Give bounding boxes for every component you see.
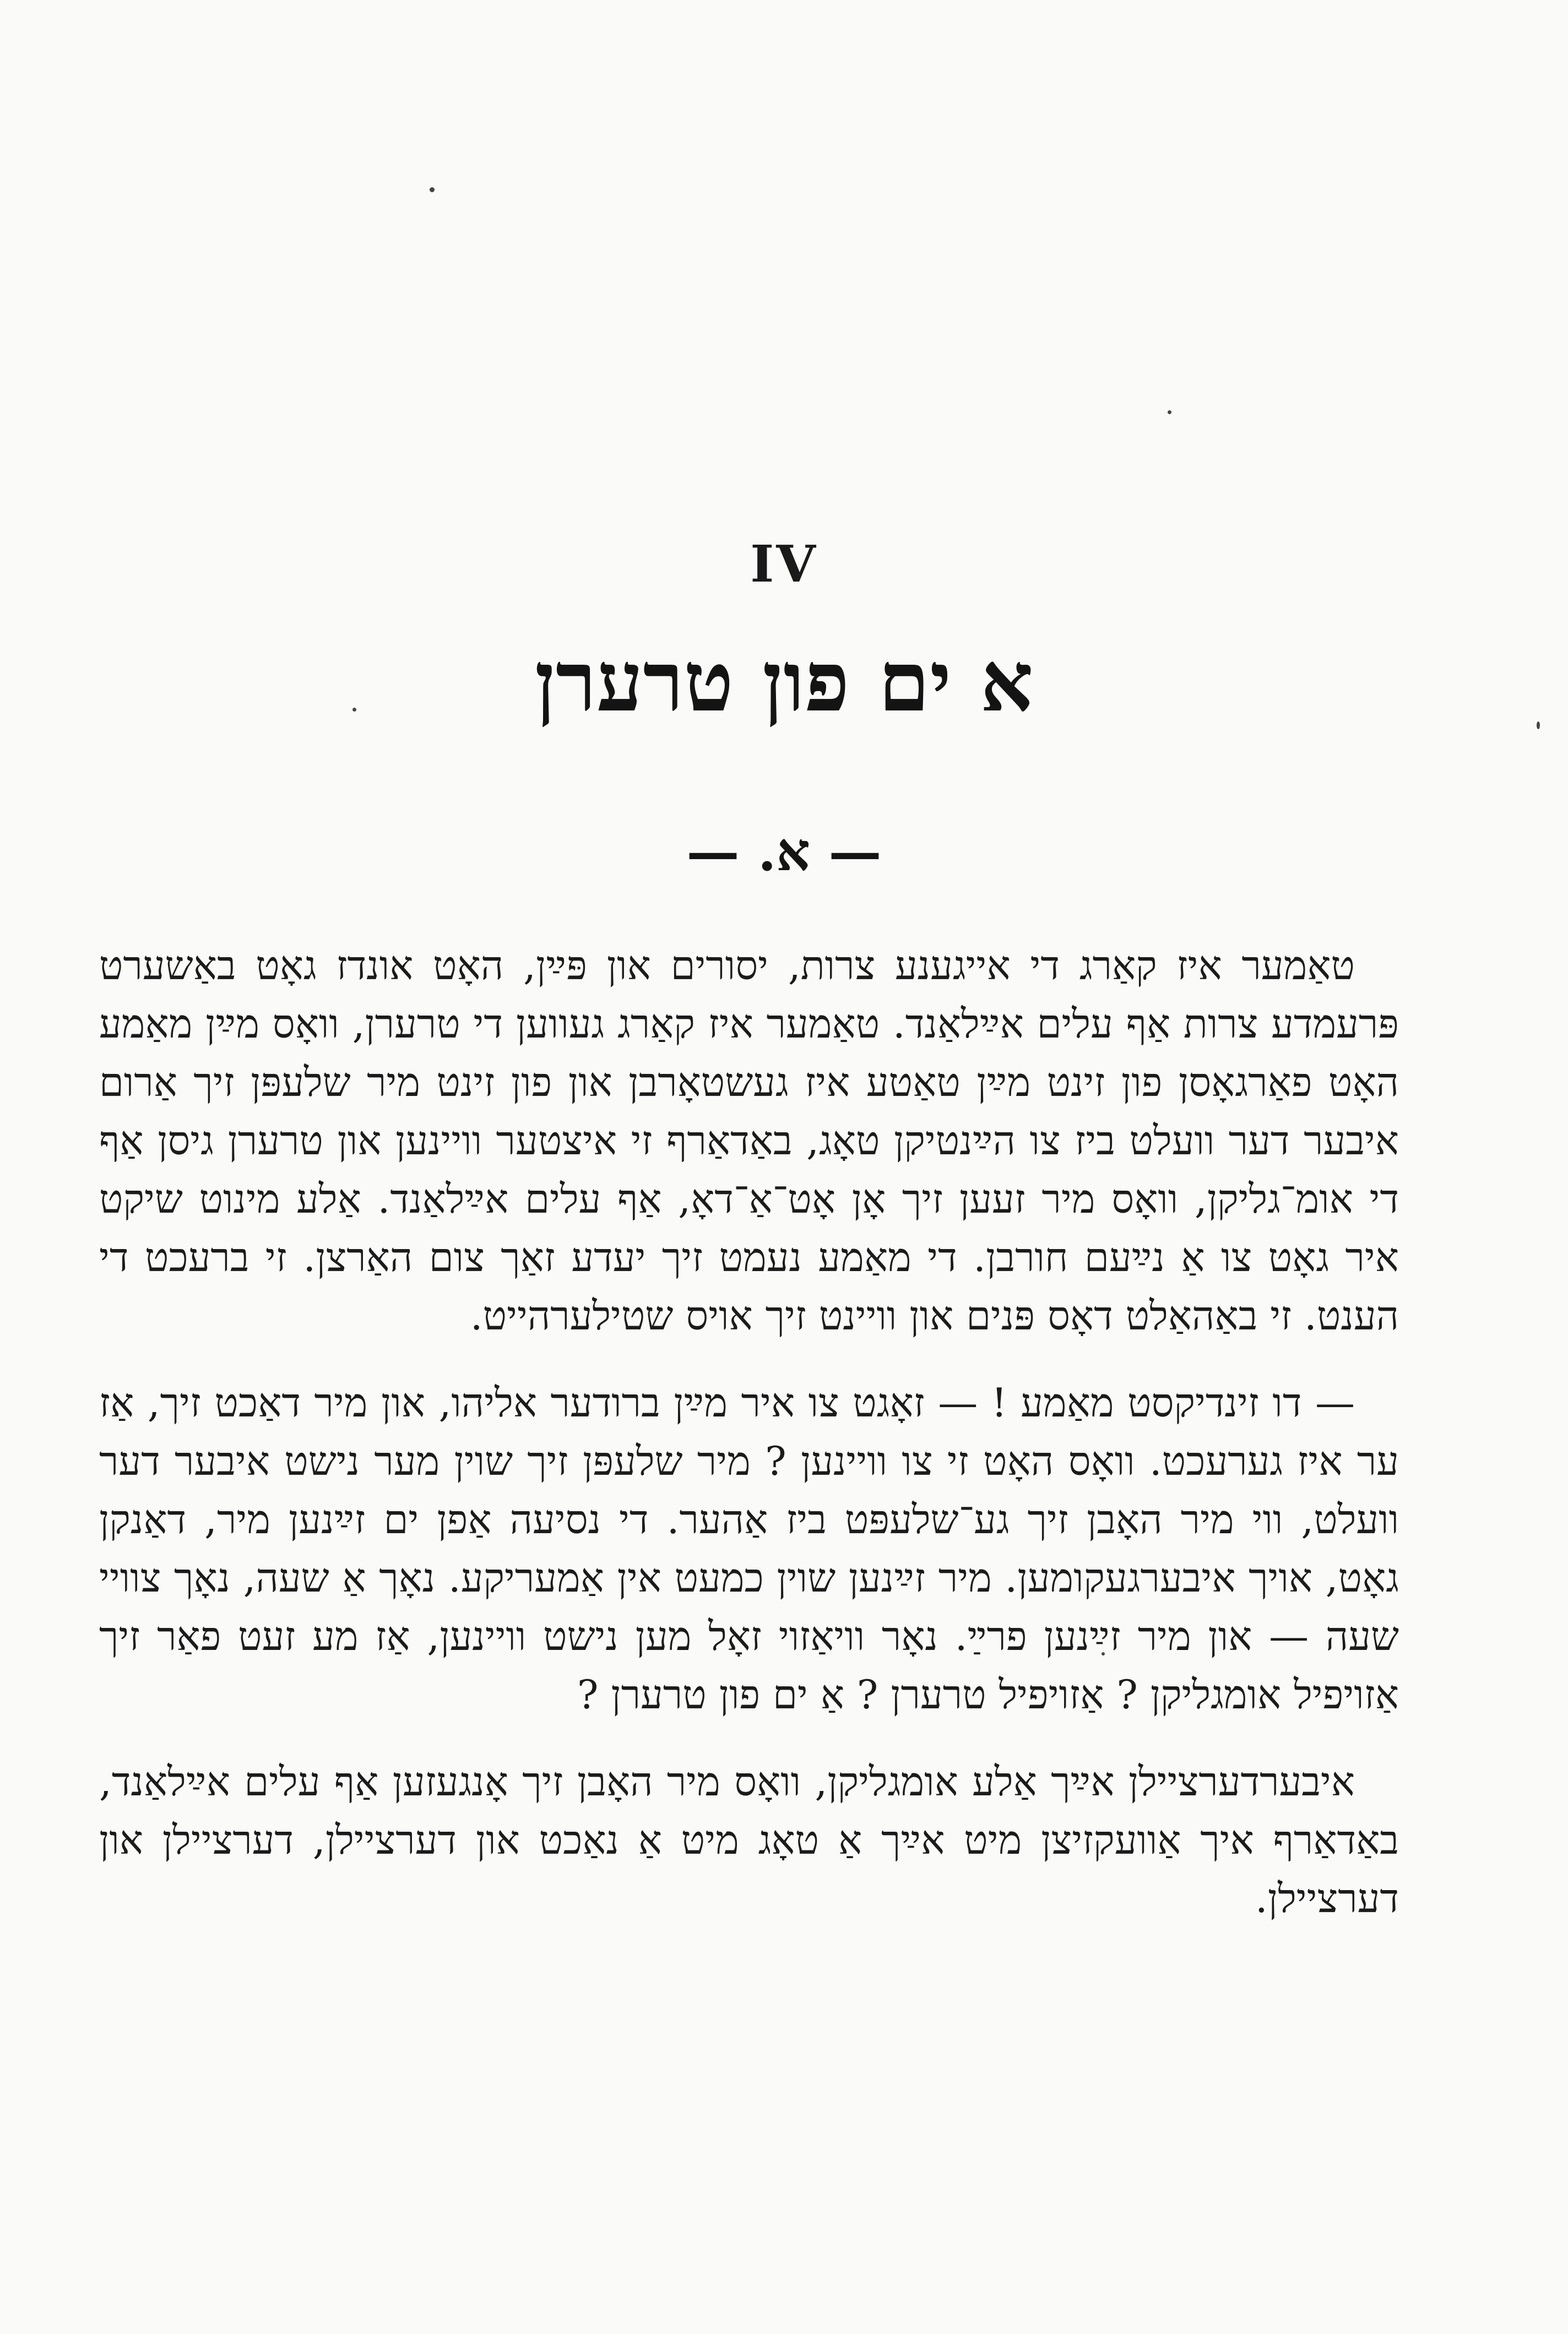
paragraph-1: טאַמער איז קאַרג די אייגענע צרות, יסורים און פּײַן, האָט אונדז גאָט באַשערט פּרעמדע צרות אַף עלים אײַלאַנד. טאַמער איז קאַרג געווען די טרערן, וואָס מײַן מאַמע האָט פאַרגאָסן פון זינט מײַן טאַטע איז געשטאָרבן און פון זינט מיר שלעפּן זיך אַרום איבער דער וועלט ביז צו הײַנטיקן טאָג, באַדאַרף זי איצטער וויינען און טרערן גיסן אַף די אומ־גליקן, וואָס מיר זעען זיך אָן אָט־אַ־דאָ, אַף עלים אײַלאַנד. אַלע מינוט שיקט איר גאָט צו אַ נײַעם חורבן. די מאַמע נעמט זיך יעדע זאַך צום האַרצן. זי ברעכט די הענט. זי באַהאַלט דאָס פּנים און וויינט זיך אויס שטילערהייט.: [99, 942, 1399, 1339]
section-mark: — א. —: [686, 821, 882, 883]
body-text: [99, 936, 1399, 1956]
chapter-number: IV: [750, 534, 818, 594]
scan-speck: [1168, 410, 1171, 414]
paragraph-3: איבערדערציילן אײַך אַלע אומגליקן, וואָס מיר האָבן זיך אָנגעזען אַף עלים אײַלאַנד, באַדאַרף איך אַוועקזיצן מיט אײַך אַ טאָג מיט אַ נאַכט און דערציילן, דערציילן און דערציילן.: [99, 1758, 1399, 1922]
paragraph-2: — דו זינדיקסט מאַמע ! — זאָגט צו איר מײַן ברודער אליהו, און מיר דאַכט זיך, אַז ער איז גערעכט. וואָס האָט זי צו וויינען ? מיר שלעפּן זיך שוין מער נישט איבער דער וועלט, ווי מיר האָבן זיך גע־שלעפּט ביז אַהער. די נסיעה אַפן ים זײַנען מיר, דאַנקן גאָט, אויך איבערגעקומען. מיר זײַנען שוין כמעט אין אַמעריקע. נאָך אַ שעה, נאָך צוויי שעה — און מיר זײַנען פרײַ. נאָר וויאַזוי זאָל מען נישט וויינען, אַז מע זעט פאַר זיך אַזויפיל אומגליקן ? אַזויפיל טרערן ? אַ ים פון טרערן ?: [99, 1380, 1399, 1718]
chapter-title: א ים פון טרערן: [534, 633, 1034, 730]
scan-speck: [430, 187, 435, 192]
